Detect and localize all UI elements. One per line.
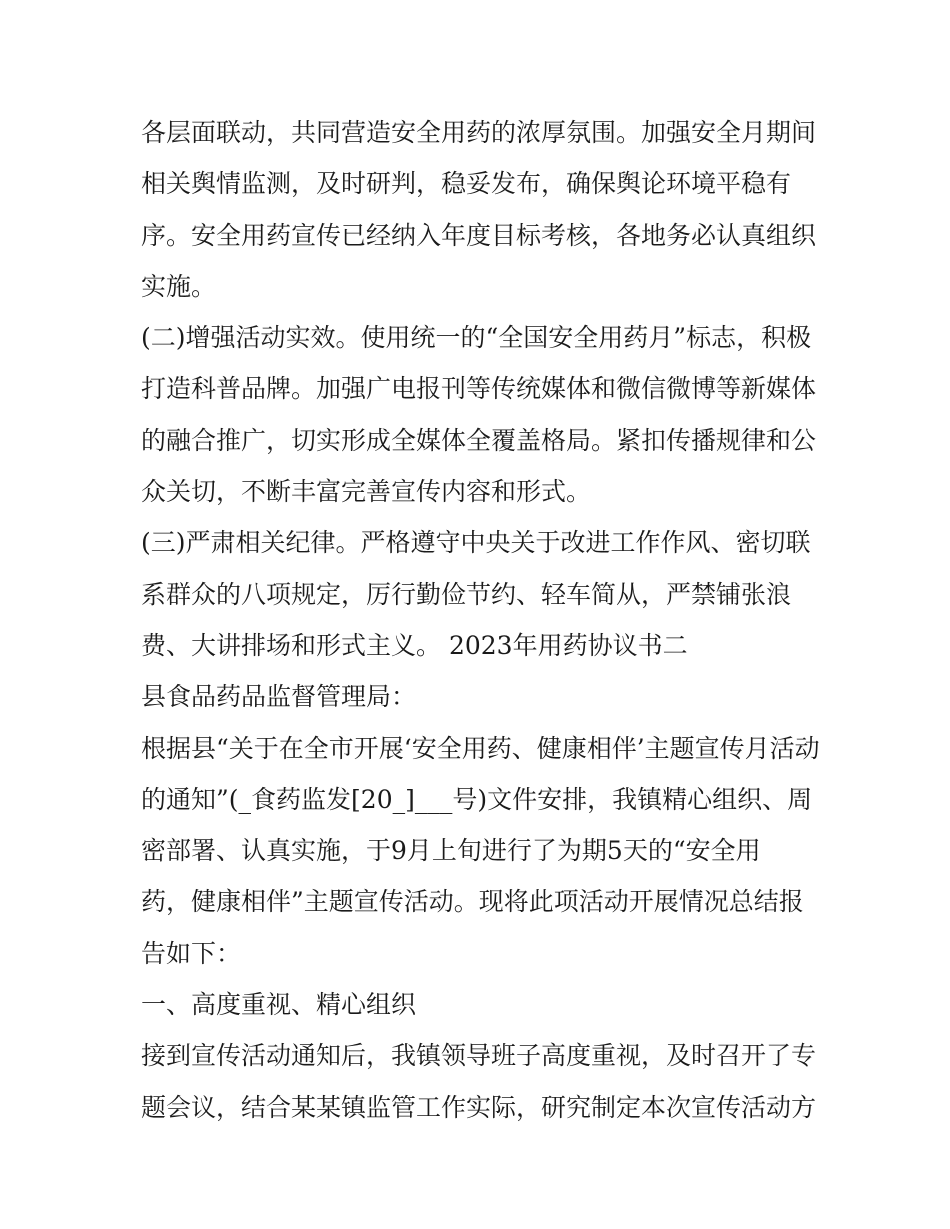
text-line: 题会议，结合某某镇监管工作实际，研究制定本次宣传活动方 [141,1092,817,1122]
text-line: 序。安全用药宣传已经纳入年度目标考核，各地务必认真组织 [141,220,817,250]
text-line: 实施。 [141,271,217,301]
recipient-line: 县食品药品监督管理局： [141,682,417,712]
text-line: 的通知”(_食药监发[20_]___号)文件安排，我镇精心组织、周 [141,784,813,814]
text-line: 接到宣传活动通知后，我镇领导班子高度重视，及时召开了专 [141,1041,817,1071]
text-line: 系群众的八项规定，厉行勤俭节约、轻车简从，严禁铺张浪 [141,579,792,609]
section-heading-3: (三)严肃相关纪律。严格遵守中央关于改进工作作风、密切联 [141,528,811,558]
text-line: 告如下： [141,938,242,968]
section-heading-2: (二)增强活动实效。使用统一的“全国安全用药月”标志，积极 [141,323,812,353]
text-line: 打造科普品牌。加强广电报刊等传统媒体和微信微博等新媒体 [141,374,817,404]
text-line: 相关舆情监测，及时研判，稳妥发布，确保舆论环境平稳有 [141,169,792,199]
text-line: 密部署、认真实施，于9月上旬进行了为期5天的“安全用 [141,836,761,866]
text-line: 药，健康相伴”主题宣传活动。现将此项活动开展情况总结报 [141,887,804,917]
text-line: 各层面联动，共同营造安全用药的浓厚氛围。加强安全月期间 [141,118,817,147]
text-line: 众关切，不断丰富完善宣传内容和形式。 [141,477,592,507]
section-heading-1: 一、高度重视、精心组织 [141,990,417,1020]
text-line: 的融合推广，切实形成全媒体全覆盖格局。紧扣传播规律和公 [141,425,817,455]
text-line: 根据县“关于在全市开展‘安全用药、健康相伴’主题宣传月活动 [141,733,820,763]
document-body [141,107,821,1133]
text-line: 费、大讲排场和形式主义。 2023年用药协议书二 [141,630,688,660]
